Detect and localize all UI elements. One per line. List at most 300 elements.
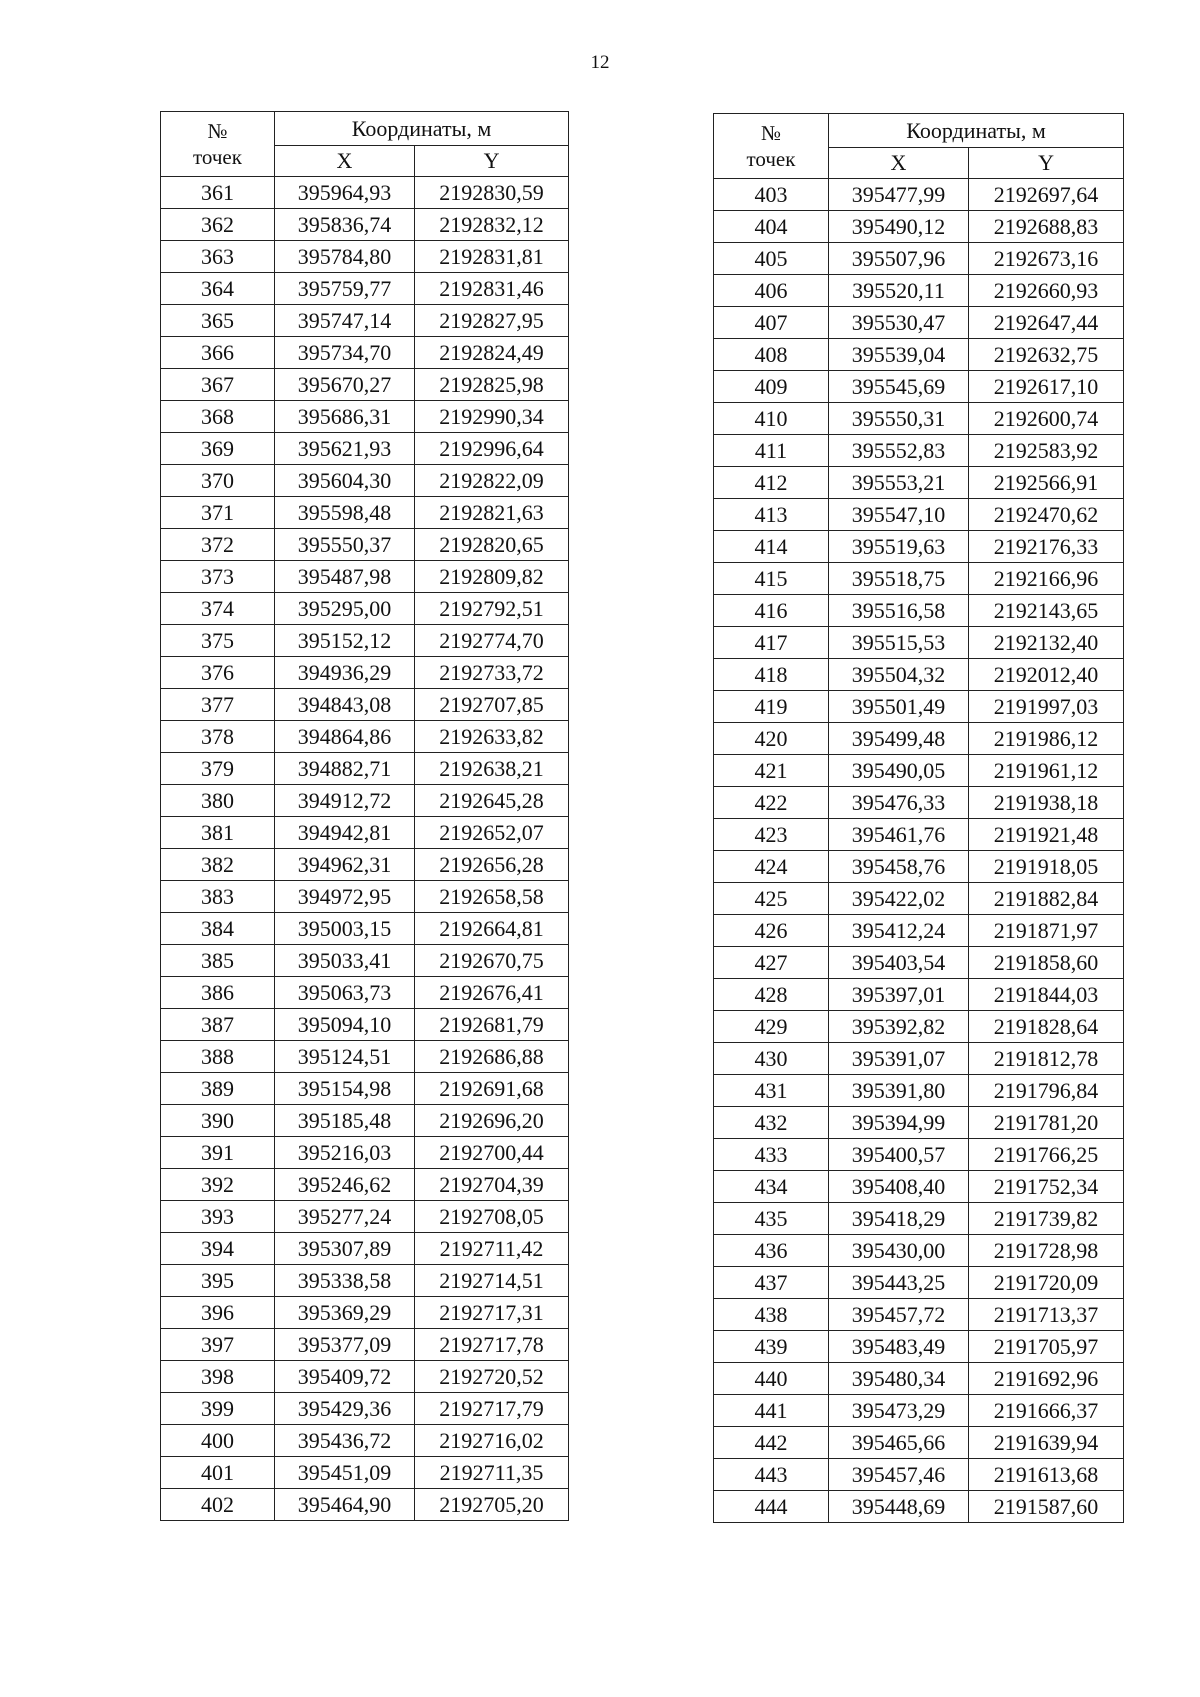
header-no-symbol: № — [760, 121, 782, 145]
table-row — [161, 785, 569, 817]
y-coordinate-cell: 2192633,82 — [415, 721, 569, 753]
point-number-cell: 442 — [714, 1427, 829, 1459]
point-number-cell: 362 — [161, 209, 275, 241]
point-number-cell: 415 — [714, 563, 829, 595]
point-number-cell: 406 — [714, 275, 829, 307]
y-coordinate-cell: 2192717,31 — [415, 1297, 569, 1329]
x-coordinate-cell: 395759,77 — [275, 273, 415, 305]
x-coordinate-cell: 395550,37 — [275, 529, 415, 561]
table-row — [161, 465, 569, 497]
table-row — [161, 529, 569, 561]
x-coordinate-cell: 395063,73 — [275, 977, 415, 1009]
y-coordinate-cell: 2192717,79 — [415, 1393, 569, 1425]
y-coordinate-cell: 2192647,44 — [969, 307, 1124, 339]
x-coordinate-cell: 395422,02 — [829, 883, 969, 915]
x-coordinate-cell: 395436,72 — [275, 1425, 415, 1457]
x-coordinate-cell: 395397,01 — [829, 979, 969, 1011]
point-number-cell: 396 — [161, 1297, 275, 1329]
x-coordinate-cell: 395152,12 — [275, 625, 415, 657]
y-coordinate-cell: 2192733,72 — [415, 657, 569, 689]
y-coordinate-cell: 2191781,20 — [969, 1107, 1124, 1139]
x-coordinate-cell: 395490,05 — [829, 755, 969, 787]
point-number-cell: 370 — [161, 465, 275, 497]
x-coordinate-cell: 395412,24 — [829, 915, 969, 947]
y-coordinate-cell: 2192809,82 — [415, 561, 569, 593]
x-coordinate-cell: 395539,04 — [829, 339, 969, 371]
x-coordinate-cell: 395476,33 — [829, 787, 969, 819]
x-coordinate-cell: 395003,15 — [275, 913, 415, 945]
y-coordinate-cell: 2191613,68 — [969, 1459, 1124, 1491]
point-number-cell: 366 — [161, 337, 275, 369]
header-y: Y — [969, 148, 1124, 179]
point-number-cell: 399 — [161, 1393, 275, 1425]
point-number-cell: 440 — [714, 1363, 829, 1395]
x-coordinate-cell: 394962,31 — [275, 849, 415, 881]
y-coordinate-cell: 2192143,65 — [969, 595, 1124, 627]
x-coordinate-cell: 395465,66 — [829, 1427, 969, 1459]
x-coordinate-cell: 395499,48 — [829, 723, 969, 755]
x-coordinate-cell: 395457,46 — [829, 1459, 969, 1491]
table-row — [714, 243, 1124, 275]
table-row — [714, 1139, 1124, 1171]
y-coordinate-cell: 2192132,40 — [969, 627, 1124, 659]
table-row — [161, 1169, 569, 1201]
x-coordinate-cell: 395391,80 — [829, 1075, 969, 1107]
x-coordinate-cell: 394972,95 — [275, 881, 415, 913]
table-row — [714, 851, 1124, 883]
y-coordinate-cell: 2192660,93 — [969, 275, 1124, 307]
x-coordinate-cell: 395604,30 — [275, 465, 415, 497]
table-row — [161, 625, 569, 657]
table-row — [714, 1427, 1124, 1459]
x-coordinate-cell: 395307,89 — [275, 1233, 415, 1265]
header-coordinates: Координаты, м — [275, 112, 569, 146]
x-coordinate-cell: 395295,00 — [275, 593, 415, 625]
point-number-cell: 401 — [161, 1457, 275, 1489]
x-coordinate-cell: 395408,40 — [829, 1171, 969, 1203]
x-coordinate-cell: 395507,96 — [829, 243, 969, 275]
table-row — [161, 1329, 569, 1361]
point-number-cell: 369 — [161, 433, 275, 465]
y-coordinate-cell: 2191858,60 — [969, 947, 1124, 979]
table-row — [161, 401, 569, 433]
point-number-cell: 431 — [714, 1075, 829, 1107]
point-number-cell: 417 — [714, 627, 829, 659]
y-coordinate-cell: 2192670,75 — [415, 945, 569, 977]
table-row — [714, 1203, 1124, 1235]
point-number-cell: 436 — [714, 1235, 829, 1267]
x-coordinate-cell: 395552,83 — [829, 435, 969, 467]
x-coordinate-cell: 395504,32 — [829, 659, 969, 691]
x-coordinate-cell: 395550,31 — [829, 403, 969, 435]
x-coordinate-cell: 395391,07 — [829, 1043, 969, 1075]
y-coordinate-cell: 2192696,20 — [415, 1105, 569, 1137]
y-coordinate-cell: 2191921,48 — [969, 819, 1124, 851]
point-number-cell: 365 — [161, 305, 275, 337]
table-row — [714, 531, 1124, 563]
point-number-cell: 428 — [714, 979, 829, 1011]
x-coordinate-cell: 394942,81 — [275, 817, 415, 849]
point-number-cell: 433 — [714, 1139, 829, 1171]
y-coordinate-cell: 2192700,44 — [415, 1137, 569, 1169]
table-row — [161, 1489, 569, 1521]
point-number-cell: 393 — [161, 1201, 275, 1233]
table-row — [714, 1075, 1124, 1107]
y-coordinate-cell: 2191828,64 — [969, 1011, 1124, 1043]
y-coordinate-cell: 2191587,60 — [969, 1491, 1124, 1523]
table-row — [714, 307, 1124, 339]
x-coordinate-cell: 395473,29 — [829, 1395, 969, 1427]
x-coordinate-cell: 395418,29 — [829, 1203, 969, 1235]
x-coordinate-cell: 395747,14 — [275, 305, 415, 337]
point-number-cell: 402 — [161, 1489, 275, 1521]
table-row — [161, 369, 569, 401]
table-row — [714, 499, 1124, 531]
header-y: Y — [415, 146, 569, 177]
x-coordinate-cell: 395448,69 — [829, 1491, 969, 1523]
y-coordinate-cell: 2192831,81 — [415, 241, 569, 273]
point-number-cell: 378 — [161, 721, 275, 753]
table-row — [714, 1363, 1124, 1395]
point-number-cell: 376 — [161, 657, 275, 689]
x-coordinate-cell: 395501,49 — [829, 691, 969, 723]
point-number-cell: 383 — [161, 881, 275, 913]
x-coordinate-cell: 395490,12 — [829, 211, 969, 243]
table-row — [161, 1393, 569, 1425]
header-points-label: точек — [746, 147, 796, 171]
header-x: X — [275, 146, 415, 177]
x-coordinate-cell: 395686,31 — [275, 401, 415, 433]
x-coordinate-cell: 395480,34 — [829, 1363, 969, 1395]
x-coordinate-cell: 395124,51 — [275, 1041, 415, 1073]
point-number-cell: 391 — [161, 1137, 275, 1169]
y-coordinate-cell: 2192720,52 — [415, 1361, 569, 1393]
y-coordinate-cell: 2192990,34 — [415, 401, 569, 433]
y-coordinate-cell: 2192673,16 — [969, 243, 1124, 275]
point-number-cell: 407 — [714, 307, 829, 339]
table-row — [714, 979, 1124, 1011]
table-row — [161, 1297, 569, 1329]
x-coordinate-cell: 395429,36 — [275, 1393, 415, 1425]
x-coordinate-cell: 395458,76 — [829, 851, 969, 883]
y-coordinate-cell: 2192996,64 — [415, 433, 569, 465]
x-coordinate-cell: 395964,93 — [275, 177, 415, 209]
y-coordinate-cell: 2192822,09 — [415, 465, 569, 497]
point-number-cell: 367 — [161, 369, 275, 401]
point-number-cell: 394 — [161, 1233, 275, 1265]
table-row — [161, 1265, 569, 1297]
table-row — [161, 497, 569, 529]
x-coordinate-cell: 395516,58 — [829, 595, 969, 627]
point-number-cell: 437 — [714, 1267, 829, 1299]
table-row — [161, 177, 569, 209]
y-coordinate-cell: 2192176,33 — [969, 531, 1124, 563]
table-row — [161, 1041, 569, 1073]
table-row — [714, 1491, 1124, 1523]
x-coordinate-cell: 395400,57 — [829, 1139, 969, 1171]
point-number-cell: 375 — [161, 625, 275, 657]
point-number-cell: 398 — [161, 1361, 275, 1393]
y-coordinate-cell: 2192676,41 — [415, 977, 569, 1009]
y-coordinate-cell: 2192707,85 — [415, 689, 569, 721]
point-number-cell: 430 — [714, 1043, 829, 1075]
point-number-cell: 395 — [161, 1265, 275, 1297]
y-coordinate-cell: 2191713,37 — [969, 1299, 1124, 1331]
table-row — [714, 371, 1124, 403]
y-coordinate-cell: 2192832,12 — [415, 209, 569, 241]
y-coordinate-cell: 2192652,07 — [415, 817, 569, 849]
y-coordinate-cell: 2191961,12 — [969, 755, 1124, 787]
point-number-cell: 414 — [714, 531, 829, 563]
table-row — [714, 1331, 1124, 1363]
table-row — [161, 1425, 569, 1457]
x-coordinate-cell: 395598,48 — [275, 497, 415, 529]
table-row — [161, 1073, 569, 1105]
table-row — [714, 1171, 1124, 1203]
point-number-cell: 373 — [161, 561, 275, 593]
point-number-cell: 409 — [714, 371, 829, 403]
header-no-symbol: № — [207, 119, 228, 143]
table-row — [714, 915, 1124, 947]
table-row — [161, 241, 569, 273]
page-number: 12 — [590, 52, 610, 73]
point-number-cell: 364 — [161, 273, 275, 305]
x-coordinate-cell: 395033,41 — [275, 945, 415, 977]
y-coordinate-cell: 2191739,82 — [969, 1203, 1124, 1235]
y-coordinate-cell: 2192711,35 — [415, 1457, 569, 1489]
table-row — [161, 849, 569, 881]
y-coordinate-cell: 2191692,96 — [969, 1363, 1124, 1395]
x-coordinate-cell: 395487,98 — [275, 561, 415, 593]
coordinates-table-left — [160, 111, 569, 1521]
point-number-cell: 434 — [714, 1171, 829, 1203]
point-number-cell: 425 — [714, 883, 829, 915]
table-row — [161, 1361, 569, 1393]
point-number-cell: 439 — [714, 1331, 829, 1363]
header-point-number — [161, 112, 275, 177]
header-coordinates: Координаты, м — [829, 114, 1124, 148]
table-row — [161, 977, 569, 1009]
table-row — [161, 209, 569, 241]
x-coordinate-cell: 395094,10 — [275, 1009, 415, 1041]
y-coordinate-cell: 2191666,37 — [969, 1395, 1124, 1427]
point-number-cell: 421 — [714, 755, 829, 787]
table-row — [161, 1457, 569, 1489]
point-number-cell: 427 — [714, 947, 829, 979]
point-number-cell: 381 — [161, 817, 275, 849]
point-number-cell: 389 — [161, 1073, 275, 1105]
coordinates-table-right — [713, 113, 1124, 1523]
header-point-number — [714, 114, 829, 179]
table-row — [714, 211, 1124, 243]
x-coordinate-cell: 395154,98 — [275, 1073, 415, 1105]
table-row — [161, 945, 569, 977]
point-number-cell: 443 — [714, 1459, 829, 1491]
point-number-cell: 368 — [161, 401, 275, 433]
x-coordinate-cell: 395836,74 — [275, 209, 415, 241]
point-number-cell: 384 — [161, 913, 275, 945]
x-coordinate-cell: 395483,49 — [829, 1331, 969, 1363]
y-coordinate-cell: 2192831,46 — [415, 273, 569, 305]
point-number-cell: 426 — [714, 915, 829, 947]
y-coordinate-cell: 2192583,92 — [969, 435, 1124, 467]
point-number-cell: 390 — [161, 1105, 275, 1137]
point-number-cell: 386 — [161, 977, 275, 1009]
table-row — [714, 1299, 1124, 1331]
table-row — [714, 179, 1124, 211]
y-coordinate-cell: 2192830,59 — [415, 177, 569, 209]
point-number-cell: 408 — [714, 339, 829, 371]
point-number-cell: 372 — [161, 529, 275, 561]
x-coordinate-cell: 395216,03 — [275, 1137, 415, 1169]
table-row — [161, 657, 569, 689]
x-coordinate-cell: 395734,70 — [275, 337, 415, 369]
y-coordinate-cell: 2192681,79 — [415, 1009, 569, 1041]
table-row — [714, 787, 1124, 819]
header-points-label: точек — [193, 145, 242, 169]
y-coordinate-cell: 2192645,28 — [415, 785, 569, 817]
y-coordinate-cell: 2191986,12 — [969, 723, 1124, 755]
point-number-cell: 397 — [161, 1329, 275, 1361]
y-coordinate-cell: 2192166,96 — [969, 563, 1124, 595]
y-coordinate-cell: 2191766,25 — [969, 1139, 1124, 1171]
x-coordinate-cell: 395515,53 — [829, 627, 969, 659]
table-row — [714, 563, 1124, 595]
table-row — [161, 753, 569, 785]
point-number-cell: 444 — [714, 1491, 829, 1523]
table-row — [714, 595, 1124, 627]
x-coordinate-cell: 395477,99 — [829, 179, 969, 211]
x-coordinate-cell: 395443,25 — [829, 1267, 969, 1299]
point-number-cell: 388 — [161, 1041, 275, 1073]
x-coordinate-cell: 395621,93 — [275, 433, 415, 465]
point-number-cell: 382 — [161, 849, 275, 881]
point-number-cell: 411 — [714, 435, 829, 467]
x-coordinate-cell: 395277,24 — [275, 1201, 415, 1233]
point-number-cell: 438 — [714, 1299, 829, 1331]
table-row — [161, 1009, 569, 1041]
x-coordinate-cell: 395547,10 — [829, 499, 969, 531]
y-coordinate-cell: 2192697,64 — [969, 179, 1124, 211]
table-row — [714, 755, 1124, 787]
y-coordinate-cell: 2192827,95 — [415, 305, 569, 337]
y-coordinate-cell: 2191871,97 — [969, 915, 1124, 947]
y-coordinate-cell: 2191918,05 — [969, 851, 1124, 883]
y-coordinate-cell: 2192708,05 — [415, 1201, 569, 1233]
y-coordinate-cell: 2191812,78 — [969, 1043, 1124, 1075]
x-coordinate-cell: 394864,86 — [275, 721, 415, 753]
table-row — [714, 1267, 1124, 1299]
y-coordinate-cell: 2191882,84 — [969, 883, 1124, 915]
point-number-cell: 377 — [161, 689, 275, 721]
y-coordinate-cell: 2192686,88 — [415, 1041, 569, 1073]
point-number-cell: 416 — [714, 595, 829, 627]
point-number-cell: 424 — [714, 851, 829, 883]
y-coordinate-cell: 2192825,98 — [415, 369, 569, 401]
table-row — [714, 1395, 1124, 1427]
table-row — [714, 275, 1124, 307]
y-coordinate-cell: 2191752,34 — [969, 1171, 1124, 1203]
y-coordinate-cell: 2192711,42 — [415, 1233, 569, 1265]
point-number-cell: 363 — [161, 241, 275, 273]
x-coordinate-cell: 395409,72 — [275, 1361, 415, 1393]
table-row — [161, 1233, 569, 1265]
table-row — [161, 1105, 569, 1137]
table-row — [714, 723, 1124, 755]
point-number-cell: 432 — [714, 1107, 829, 1139]
x-coordinate-cell: 395338,58 — [275, 1265, 415, 1297]
table-row — [161, 337, 569, 369]
y-coordinate-cell: 2192658,58 — [415, 881, 569, 913]
y-coordinate-cell: 2192716,02 — [415, 1425, 569, 1457]
y-coordinate-cell: 2191796,84 — [969, 1075, 1124, 1107]
point-number-cell: 405 — [714, 243, 829, 275]
y-coordinate-cell: 2192705,20 — [415, 1489, 569, 1521]
y-coordinate-cell: 2192704,39 — [415, 1169, 569, 1201]
point-number-cell: 392 — [161, 1169, 275, 1201]
point-number-cell: 423 — [714, 819, 829, 851]
x-coordinate-cell: 395553,21 — [829, 467, 969, 499]
x-coordinate-cell: 395185,48 — [275, 1105, 415, 1137]
point-number-cell: 371 — [161, 497, 275, 529]
x-coordinate-cell: 395430,00 — [829, 1235, 969, 1267]
table-row — [161, 1201, 569, 1233]
y-coordinate-cell: 2191728,98 — [969, 1235, 1124, 1267]
x-coordinate-cell: 395246,62 — [275, 1169, 415, 1201]
table-row — [161, 1137, 569, 1169]
table-row — [714, 659, 1124, 691]
y-coordinate-cell: 2192632,75 — [969, 339, 1124, 371]
table-row — [161, 433, 569, 465]
x-coordinate-cell: 394912,72 — [275, 785, 415, 817]
x-coordinate-cell: 395392,82 — [829, 1011, 969, 1043]
table-row — [161, 273, 569, 305]
x-coordinate-cell: 394936,29 — [275, 657, 415, 689]
point-number-cell: 387 — [161, 1009, 275, 1041]
table-row — [161, 817, 569, 849]
x-coordinate-cell: 395670,27 — [275, 369, 415, 401]
point-number-cell: 429 — [714, 1011, 829, 1043]
y-coordinate-cell: 2191938,18 — [969, 787, 1124, 819]
table-row — [714, 819, 1124, 851]
table-row — [714, 403, 1124, 435]
x-coordinate-cell: 395464,90 — [275, 1489, 415, 1521]
point-number-cell: 403 — [714, 179, 829, 211]
point-number-cell: 441 — [714, 1395, 829, 1427]
point-number-cell: 435 — [714, 1203, 829, 1235]
y-coordinate-cell: 2192664,81 — [415, 913, 569, 945]
x-coordinate-cell: 395457,72 — [829, 1299, 969, 1331]
x-coordinate-cell: 394882,71 — [275, 753, 415, 785]
y-coordinate-cell: 2192774,70 — [415, 625, 569, 657]
point-number-cell: 374 — [161, 593, 275, 625]
point-number-cell: 379 — [161, 753, 275, 785]
y-coordinate-cell: 2192617,10 — [969, 371, 1124, 403]
y-coordinate-cell: 2192638,21 — [415, 753, 569, 785]
table-row — [161, 561, 569, 593]
x-coordinate-cell: 394843,08 — [275, 689, 415, 721]
table-row — [714, 467, 1124, 499]
x-coordinate-cell: 395520,11 — [829, 275, 969, 307]
x-coordinate-cell: 395530,47 — [829, 307, 969, 339]
point-number-cell: 380 — [161, 785, 275, 817]
table-row — [161, 913, 569, 945]
x-coordinate-cell: 395451,09 — [275, 1457, 415, 1489]
table-row — [714, 1235, 1124, 1267]
y-coordinate-cell: 2191705,97 — [969, 1331, 1124, 1363]
point-number-cell: 412 — [714, 467, 829, 499]
table-row — [161, 593, 569, 625]
